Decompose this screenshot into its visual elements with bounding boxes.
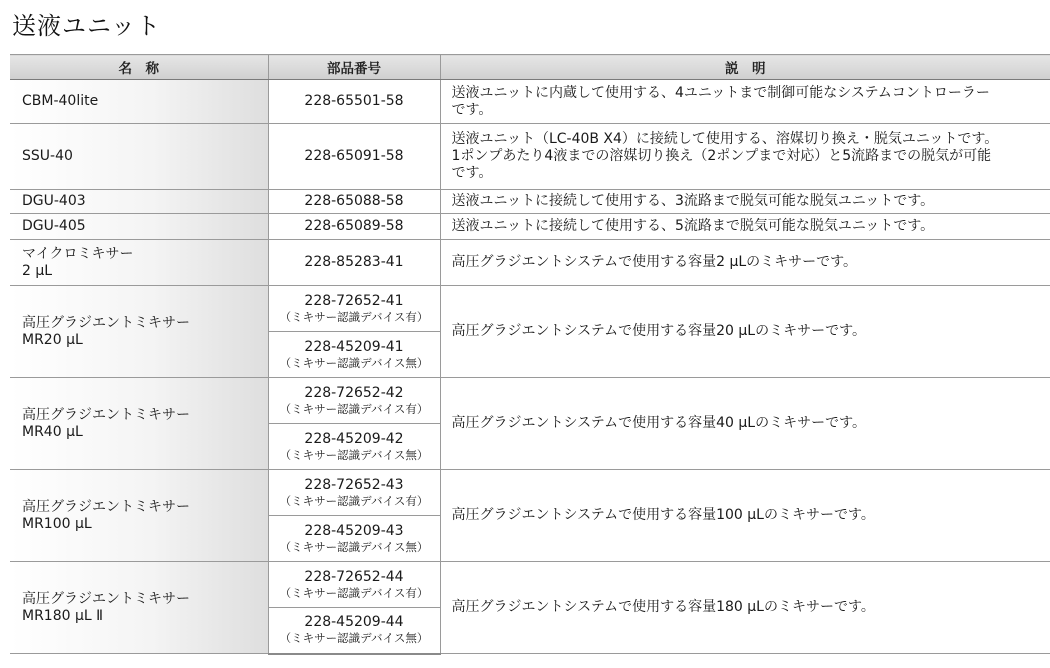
product-name-cell	[10, 286, 268, 378]
part-number-cell	[268, 516, 440, 562]
product-name: MR20 µL	[22, 331, 83, 348]
description-line: 高圧グラジエントシステムで使用する容量20 µLのミキサーです。	[451, 323, 866, 339]
spec-table	[10, 54, 1050, 655]
product-name: DGU-405	[22, 218, 86, 234]
part-number-cell	[268, 124, 440, 190]
product-name: 高圧グラジエントミキサー	[22, 590, 190, 607]
description-cell	[440, 124, 1050, 190]
part-number-cell	[268, 562, 440, 608]
part-number: 228-72652-43	[304, 476, 404, 493]
description-cell	[440, 470, 1050, 562]
part-number: 228-72652-44	[304, 568, 404, 585]
description-cell	[440, 80, 1050, 124]
part-number: 228-85283-41	[304, 254, 404, 270]
part-number-note: （ミキサー認識デバイス有）	[279, 309, 429, 324]
part-number-cell	[268, 286, 440, 332]
part-number: 228-65088-58	[304, 193, 404, 209]
part-number: 228-45209-41	[304, 338, 404, 355]
product-name-cell	[10, 378, 268, 470]
product-name: マイクロミキサー	[22, 245, 134, 262]
table-row	[10, 562, 1050, 608]
product-name-cell	[10, 240, 268, 286]
product-name: MR40 µL	[22, 423, 83, 440]
description-line: 送液ユニットに内蔵して使用する、4ユニットまで制御可能なシステムコントローラー	[451, 84, 990, 101]
description-cell	[440, 190, 1050, 214]
product-name: CBM-40lite	[22, 93, 99, 109]
description-line: 送液ユニットに接続して使用する、5流路まで脱気可能な脱気ユニットです。	[451, 218, 935, 234]
part-number: 228-45209-42	[304, 430, 404, 447]
part-number-note: （ミキサー認識デバイス有）	[279, 585, 429, 600]
part-number-note: （ミキサー認識デバイス無）	[279, 447, 429, 462]
description-line: 高圧グラジエントシステムで使用する容量2 µLのミキサーです。	[451, 254, 858, 270]
description-cell	[440, 214, 1050, 240]
part-number-cell	[268, 190, 440, 214]
part-number: 228-65501-58	[304, 93, 404, 109]
part-number-cell	[268, 470, 440, 516]
page-title: 送液ユニット	[12, 12, 162, 40]
product-name: 高圧グラジエントミキサー	[22, 406, 190, 423]
table-row	[10, 124, 1050, 190]
product-name-cell	[10, 124, 268, 190]
description-line: 送液ユニットに接続して使用する、3流路まで脱気可能な脱気ユニットです。	[451, 193, 935, 209]
part-number-cell	[268, 424, 440, 470]
product-name-cell	[10, 80, 268, 124]
part-number: 228-65091-58	[304, 148, 404, 164]
part-number: 228-72652-41	[304, 292, 404, 309]
description-cell	[440, 378, 1050, 470]
part-number-cell	[268, 332, 440, 378]
description-line: 高圧グラジエントシステムで使用する容量40 µLのミキサーです。	[451, 415, 866, 431]
product-name: MR180 µL Ⅱ	[22, 607, 104, 624]
part-number-note: （ミキサー認識デバイス有）	[279, 401, 429, 416]
part-number-note: （ミキサー認識デバイス無）	[279, 539, 429, 554]
description-line: です。	[451, 165, 493, 181]
table-row	[10, 378, 1050, 424]
part-number-note: （ミキサー認識デバイス無）	[279, 355, 429, 370]
part-number-cell	[268, 608, 440, 654]
part-number: 228-45209-44	[304, 614, 404, 631]
product-name: 高圧グラジエントミキサー	[22, 314, 190, 331]
part-number-cell	[268, 240, 440, 286]
part-number-cell	[268, 214, 440, 240]
description-cell	[440, 240, 1050, 286]
table-row	[10, 470, 1050, 516]
header-part-number: 部品番号	[268, 55, 440, 80]
product-name: 2 µL	[22, 262, 53, 279]
product-name: SSU-40	[22, 148, 73, 164]
table-body	[10, 80, 1050, 654]
description-cell	[440, 286, 1050, 378]
table-row	[10, 80, 1050, 124]
description-line: 高圧グラジエントシステムで使用する容量180 µLのミキサーです。	[451, 599, 875, 615]
product-name: 高圧グラジエントミキサー	[22, 498, 190, 515]
part-number-note: （ミキサー認識デバイス無）	[279, 631, 429, 646]
description-line: です。	[451, 101, 493, 118]
part-number: 228-45209-43	[304, 522, 404, 539]
product-name-cell	[10, 214, 268, 240]
description-line: 1ポンプあたり4液までの溶媒切り換え（2ポンプまで対応）と5流路までの脱気が可能	[451, 148, 992, 164]
table-row	[10, 286, 1050, 332]
product-name-cell	[10, 562, 268, 654]
part-number: 228-72652-42	[304, 384, 404, 401]
description-line: 送液ユニット（LC-40B X4）に接続して使用する、溶媒切り換え・脱気ユニットです。	[451, 131, 999, 147]
part-number-cell	[268, 80, 440, 124]
description-cell	[440, 562, 1050, 654]
product-name: MR100 µL	[22, 515, 92, 532]
product-name: DGU-403	[22, 193, 86, 209]
table-row	[10, 214, 1050, 240]
product-name-cell	[10, 190, 268, 214]
part-number-note: （ミキサー認識デバイス有）	[279, 493, 429, 508]
table-row	[10, 190, 1050, 214]
header-description: 説 明	[440, 55, 1050, 80]
header-name: 名 称	[10, 55, 268, 80]
part-number-cell	[268, 378, 440, 424]
table-row	[10, 240, 1050, 286]
product-name-cell	[10, 470, 268, 562]
description-line: 高圧グラジエントシステムで使用する容量100 µLのミキサーです。	[451, 507, 875, 523]
table-header-row	[10, 55, 1050, 80]
part-number: 228-65089-58	[304, 218, 404, 234]
